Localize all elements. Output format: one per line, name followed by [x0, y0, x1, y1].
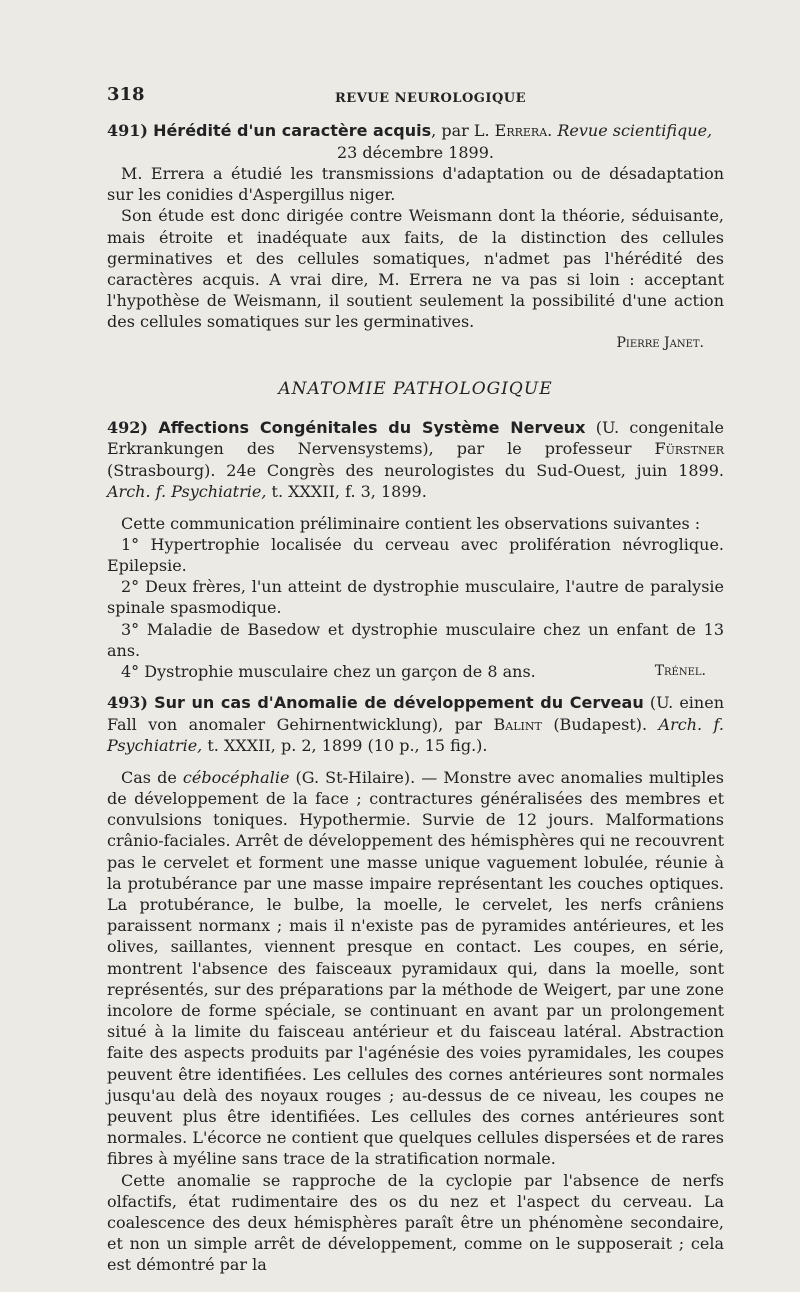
entry-491-title: [107, 120, 724, 163]
paragraph: Son étude est donc dirigée contre Weismann dont la théorie, séduisante, mais étroite et inadéquate aux faits, de la distinction des cellules germinatives et des cellules somatiques, n'admet pas l'hérédité des caractères acquis. A vrai dire, M. Errera ne va pas si loin : acceptant l'hypothèse de Weismann, il soutient seulement la possibilité d'une action des cellules somatiques sur les germinatives.: [107, 206, 724, 332]
entry-number: 491): [107, 121, 148, 140]
entry-date: 23 décembre 1899.: [336, 142, 494, 162]
paragraph: Cette anomalie se rapproche de la cyclopie par l'absence de nerfs olfactifs, état rudimentaire des os du nez et l'aspect du cerveau. La coalescence des deux hémisphères paraît être un phénomène secondaire, et non un simple arrêt de développement, comme on le supposerait ; cela est démontré par la: [107, 1170, 724, 1275]
paragraph-text: 4° Dystrophie musculaire chez un garçon de 8 ans.: [121, 662, 536, 682]
author-name: Errera.: [494, 121, 553, 140]
section-heading: ANATOMIE PATHOLOGIQUE: [278, 378, 553, 399]
journal-name: Arch. f. Psychiatrie,: [107, 482, 267, 502]
author-name: Balint: [493, 714, 542, 734]
page-number: 318: [107, 84, 145, 105]
journal-ref: t. XXXII, p. 2, 1899 (10 p., 15 fig.).: [207, 736, 488, 756]
journal-name: Revue scientifique,: [557, 121, 713, 140]
paragraph: 3° Maladie de Basedow et dystrophie musculaire chez un enfant de 13 ans.: [107, 619, 724, 660]
paragraph-text: (G. St-Hilaire). — Monstre avec anomalies multiples de développement de la face ; contractures généralisées des membres et convulsions toniques. Hypothermie. Survie de 12 jours. Malformations crânio-faciales. Arrêt de développement des hémisphères qui ne recouvrent pas le cervelet et forment une masse unique vaguement lobulée, réunie à la protubérance par une masse impaire représentant les couches optiques. La protubérance, le bulbe, la moelle, le cervelet, les nerfs crâniens paraissent normanx ; mais il n'existe pas de pyramides antérieures, et les olives, saillantes, viennent presque en contact. Les coupes, en série, montrent l'absence des faisceaux pyramidaux qui, dans la moelle, sont représentés, sur des préparations par la méthode de Weigert, par une zone incolore de forme spéciale, se continuant en avant par un prolongement situé à la limite du faisceau antérieur et du faisceau latéral. Abstraction faite des aspects produits par l'agénésie des voies pyramidales, les coupes peuvent être identifiées. Les cellules des cornes antérieures sont normales jusqu'au delà des noyaux rouges ; au-dessus de ce niveau, les coupes ne peuvent plus être identifiées. Les cellules des cornes antérieures sont normales. L'écorce ne contient que quelques cellules dispersées et de rares fibres à myéline sans trace de la stratification normale.: [107, 767, 725, 1169]
page-header: [107, 84, 724, 120]
signature: Trénel.: [654, 663, 706, 680]
journal-name: Arch. f. Psychiatrie,: [107, 714, 724, 756]
content-column: [107, 84, 724, 1276]
author-name: Fürstner: [654, 439, 724, 459]
entry-detail: (Strasbourg). 24e Congrès des neurologistes du Sud-Ouest, juin 1899.: [107, 460, 724, 480]
entry-493: [107, 692, 724, 1275]
paragraph: [107, 767, 724, 1170]
paragraph: 1° Hypertrophie localisée du cerveau avec prolifération névroglique. Epilepsie.: [107, 534, 724, 576]
entry-title-text: Sur un cas d'Anomalie de développement du Cerveau: [154, 693, 644, 713]
entry-491: [107, 120, 724, 353]
term: cébocéphalie: [182, 767, 290, 787]
entry-subtitle: (U. einen Fall von anomaler Gehirnentwicklung), par: [107, 693, 724, 734]
author-lead: , par L.: [431, 121, 490, 140]
paragraph: 2° Deux frères, l'un atteint de dystrophie musculaire, l'autre de paralysie spinale spasmodique.: [107, 577, 724, 618]
paragraph: M. Errera a étudié les transmissions d'adaptation ou de désadaptation sur les conidies d'Aspergillus niger.: [107, 164, 724, 205]
entry-detail: (Budapest).: [553, 714, 648, 734]
signature: Pierre Janet.: [616, 334, 704, 351]
entry-title-text: Hérédité d'un caractère acquis: [153, 121, 432, 140]
paragraph: [107, 661, 724, 682]
entry-492-title: [107, 417, 724, 503]
entry-subtitle: (U. congenitale Erkrankungen des Nervensystems), par le professeur: [107, 417, 724, 459]
entry-number: 492): [107, 417, 148, 437]
paragraph: Cette communication préliminaire contient les observations suivantes :: [121, 513, 701, 533]
entry-title-text: Affections Congénitales du Système Nerveux: [158, 417, 586, 437]
journal-ref: t. XXXII, f. 3, 1899.: [271, 482, 427, 502]
entry-number: 493): [107, 693, 148, 713]
paragraph-lead: Cas de: [121, 767, 177, 787]
entry-493-title: [107, 692, 724, 757]
entry-492: [107, 417, 724, 683]
running-title: REVUE NEUROLOGIQUE: [335, 91, 527, 106]
